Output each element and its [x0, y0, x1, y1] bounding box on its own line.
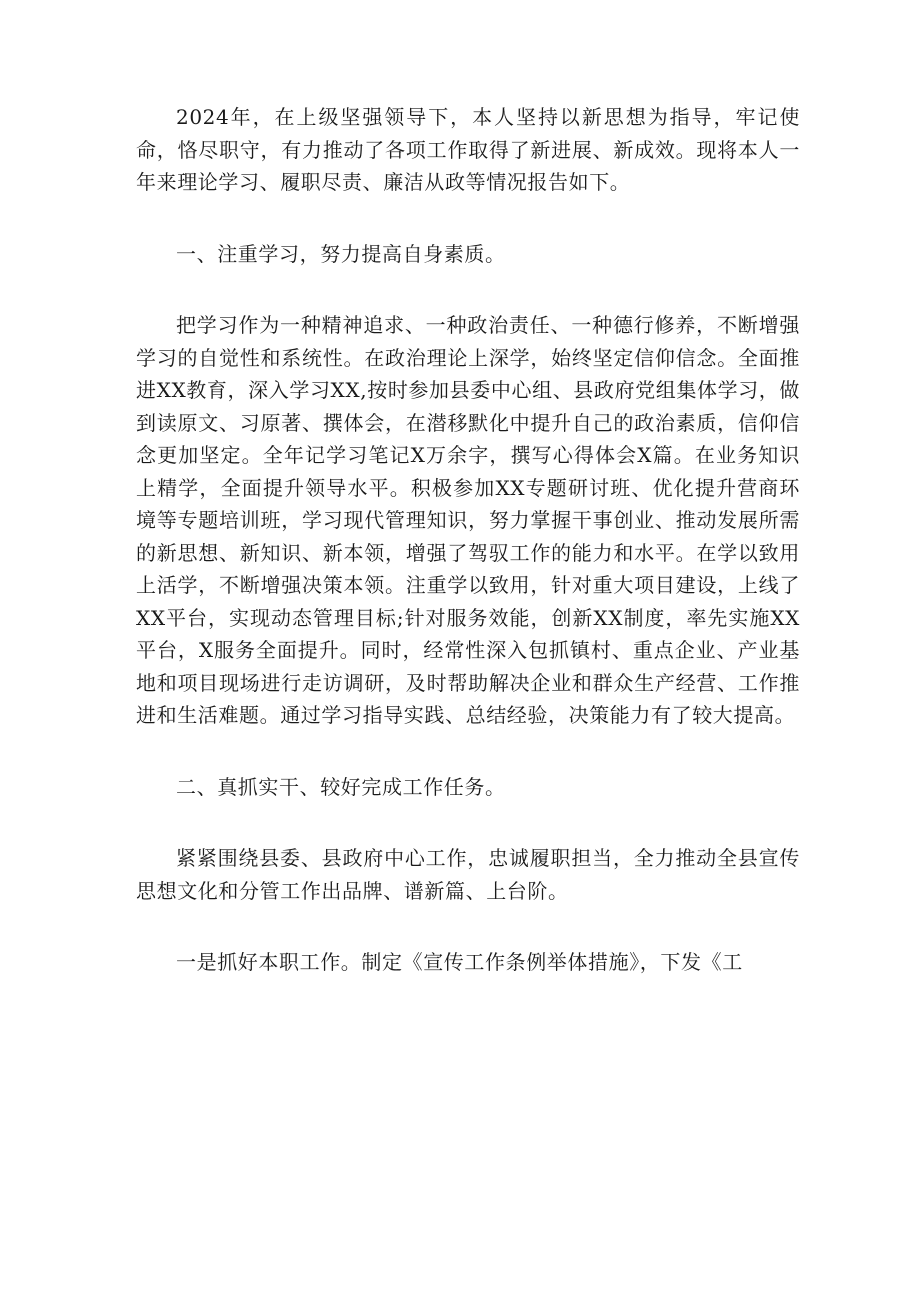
- section-heading-1: 一、注重学习，努力提高自身素质。: [176, 241, 506, 266]
- document-body: [136, 101, 800, 979]
- section-2-item-1-paragraph: 一是抓好本职工作。制定《宣传工作条例举体措施》，下发《工: [176, 950, 743, 974]
- section-1-paragraph: 把学习作为一种精神追求、一种政治责任、一种德行修养，不断增强学习的自觉性和系统性。在政治理论上深学，始终坚定信仰信念。全面推进XX教育，深入学习XX,按时参加县委中心组、县政府党组集体学习，做到读原文、习原著、撰体会，在潜移默化中提升自己的政治素质，信仰信念更加坚定。全年记学习笔记X万余字，撰写心得体会X篇。在业务知识上精学，全面提升领导水平。积极参加XX专题研讨班、优化提升营商环境等专题培训班，学习现代管理知识，努力掌握干事创业、推动发展所需的新思想、新知识、新本领，增强了驾驭工作的能力和水平。在学以致用上活学，不断增强决策本领。注重学以致用，针对重大项目建设，上线了XX平台，实现动态管理目标;针对服务效能，创新XX制度，率先实施XX平台，X服务全面提升。同时，经常性深入包抓镇村、重点企业、产业基地和项目现场进行走访调研，及时帮助解决企业和群众生产经营、工作推进和生活难题。通过学习指导实践、总结经验，决策能力有了较大提高。: [136, 313, 800, 727]
- section-2-paragraph: 紧紧围绕县委、县政府中心工作，忠诚履职担当，全力推动全县宣传思想文化和分管工作出品牌、谱新篇、上台阶。: [136, 846, 800, 903]
- intro-paragraph: 2024年，在上级坚强领导下，本人坚持以新思想为指导，牢记使命，恪尽职守，有力推动了各项工作取得了新进展、新成效。现将本人一年来理论学习、履职尽责、廉洁从政等情况报告如下。: [136, 105, 800, 194]
- section-heading-2: 二、真抓实干、较好完成工作任务。: [176, 774, 506, 799]
